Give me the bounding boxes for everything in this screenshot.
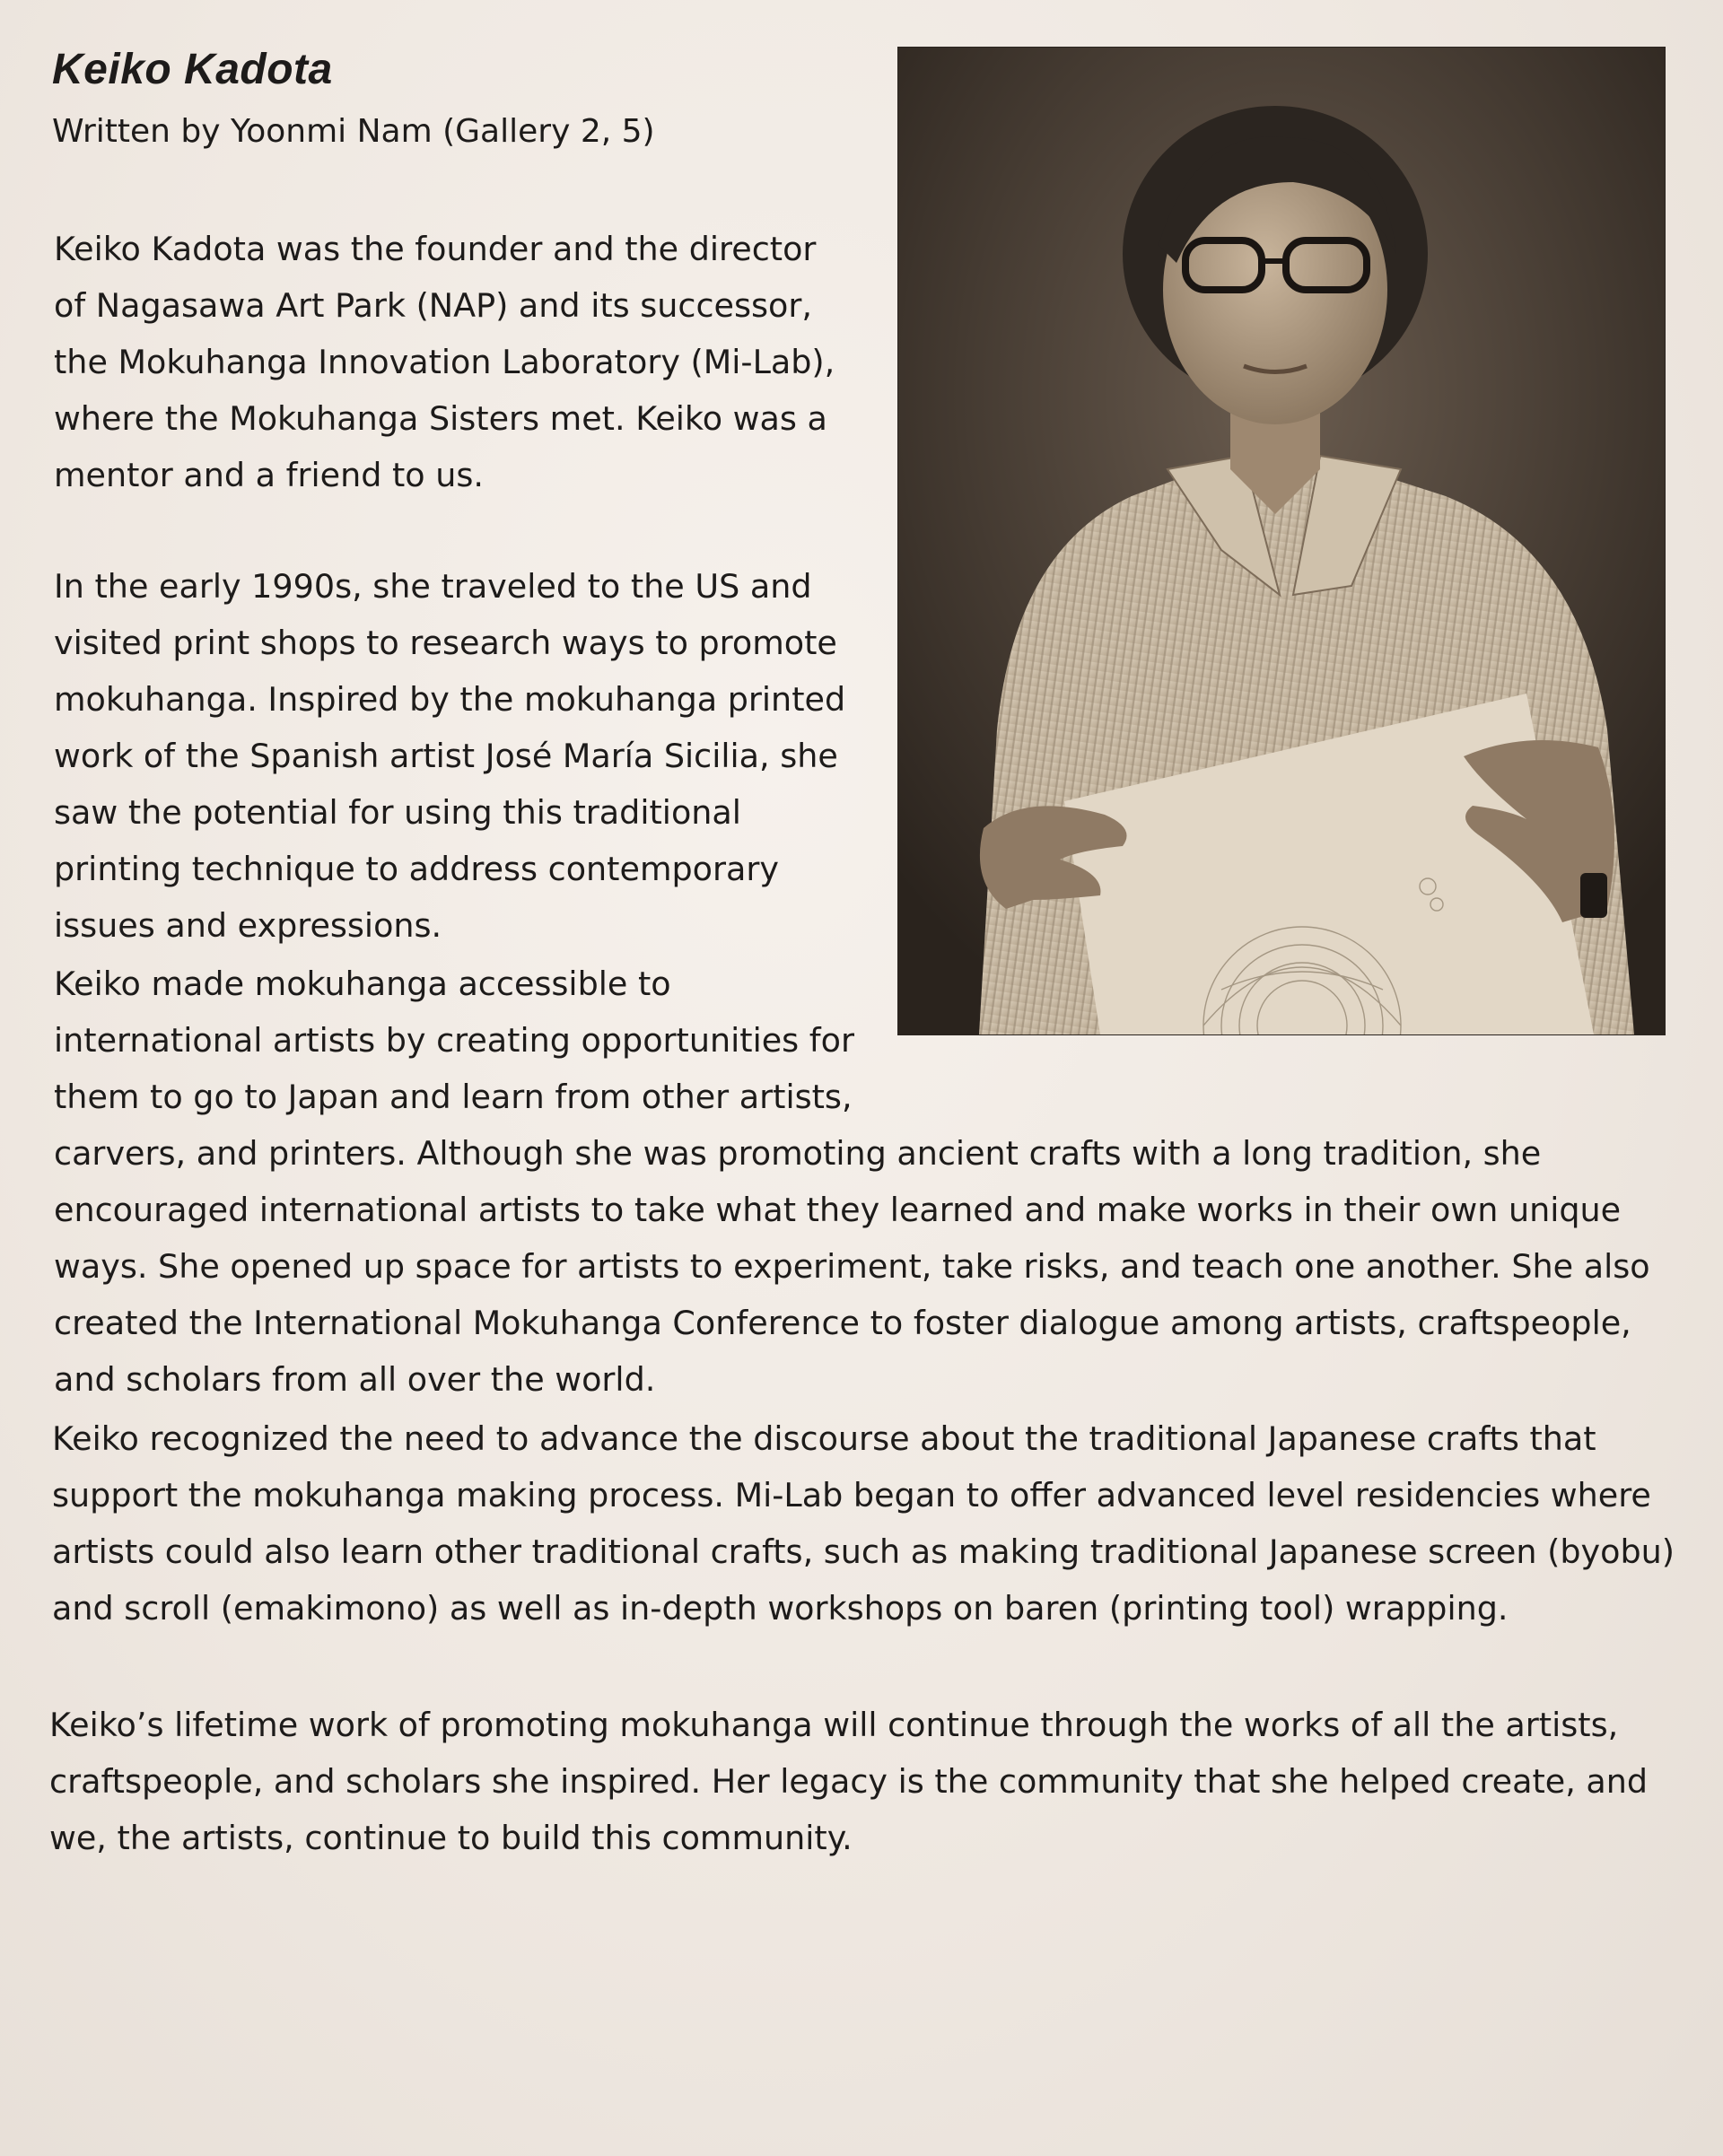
paragraph-founder: Keiko Kadota was the founder and the director of Nagasawa Art Park (NAP) and its successor, the Mokuhanga Innovation Laboratory (Mi-Lab), where the Mokuhanga Sisters met. Keiko was a mentor and a friend to us. xyxy=(54,230,835,494)
portrait-photo-illustration xyxy=(898,48,1665,1034)
byline: Written by Yoonmi Nam (Gallery 2, 5) xyxy=(52,113,655,150)
portrait-photo xyxy=(898,48,1665,1034)
paragraph-traditional-crafts: Keiko recognized the need to advance the discourse about the traditional Japanese crafts that support the mokuhanga making process. Mi-Lab began to offer advanced level residencies where artists could also learn other traditional crafts, such as making traditional Japanese screen (byobu) and scroll (emakimono) as well as in-depth workshops on baren (printing tool) wrapping. xyxy=(52,1419,1675,1628)
paragraph-accessible-start: Keiko made mokuhanga accessible to international artists by creating opportunities for them to go to Japan and learn from other artists, xyxy=(54,965,854,1116)
page-title: Keiko Kadota xyxy=(52,46,333,93)
paragraph-early-1990s: In the early 1990s, she traveled to the US and visited print shops to research ways to promote mokuhanga. Inspired by the mokuhanga printed work of the Spanish artist José María Sicilia, she saw the potential for using this traditional printing technique to address contemporary issues and expressions. xyxy=(54,567,846,945)
paragraph-legacy: Keiko’s lifetime work of promoting mokuhanga will continue through the works of all the artists, craftspeople, and scholars she inspired. Her legacy is the community that she helped create, and we, the artists, continue to build this community. xyxy=(49,1706,1649,1857)
paragraph-accessible-continued: carvers, and printers. Although she was promoting ancient crafts with a long tradition, she encouraged international artists to take what they learned and make works in their own unique ways. She opened up space for artists to experiment, take risks, and teach one another. She also created the International Mokuhanga Conference to foster dialogue among artists, craftspeople, and scholars from all over the world. xyxy=(54,1134,1650,1399)
